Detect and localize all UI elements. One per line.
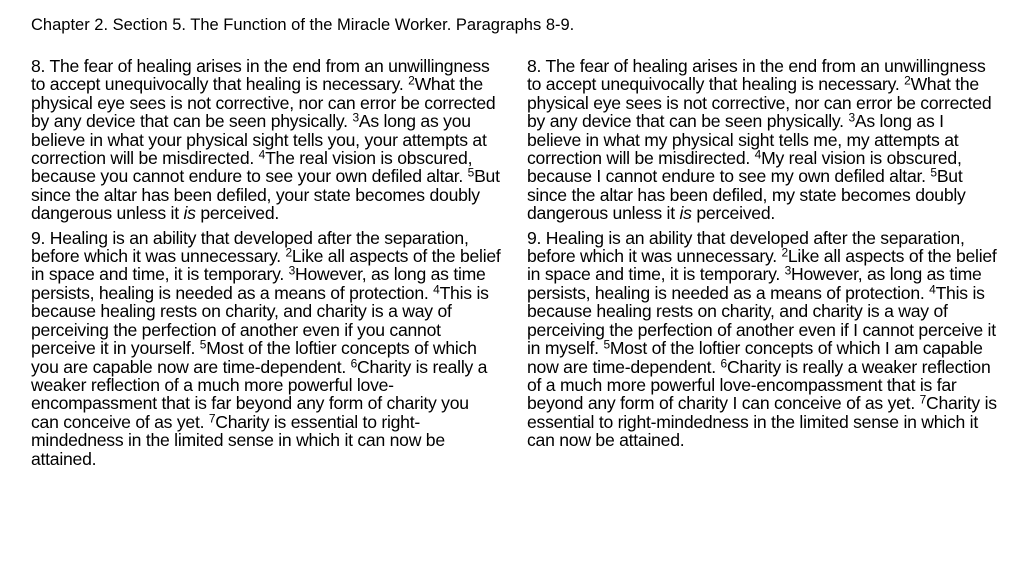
verse-number: 2 <box>781 245 788 260</box>
paragraph-8 <box>527 57 997 223</box>
sentence-5: But since the altar has been defiled, your state becomes doubly dangerous unless it <box>31 166 500 224</box>
sentence-7: Charity is essential to right-mindedness in the limited sense in which it can now be attained. <box>31 411 445 469</box>
sentence-5: But since the altar has been defiled, my state becomes doubly dangerous unless it <box>527 166 966 224</box>
verse-number: 3 <box>352 110 359 125</box>
verse-number: 3 <box>848 110 855 125</box>
verse-number: 4 <box>258 147 266 162</box>
sentence-4: My real vision is obscured, because I cannot endure to see my own defiled altar. <box>527 148 962 187</box>
verse-number: 4 <box>754 147 762 162</box>
sentence-6: Charity is really a weaker reflection of a much more powerful love-encompassment that is far beyond any form of charity you can conceive of as yet. <box>31 356 488 432</box>
sentence-1: 9. Healing is an ability that developed after the separation, before which it was unnecessary. <box>31 227 469 267</box>
verse-number: 4 <box>433 282 440 297</box>
verse-number: 7 <box>208 411 216 426</box>
emphasis-is: is <box>679 203 692 224</box>
sentence-2: Like all aspects of the belief in space and time, it is temporary. <box>527 246 997 285</box>
paragraph-8 <box>31 57 501 223</box>
sentence-1: 8. The fear of healing arises in the end from an unwillingness to accept unequivocally that healing is necessary. <box>31 56 490 95</box>
sentence-4: This is because healing rests on charity, and charity is a way of perceiving the perfection of another even if I cannot perceive it in myself. <box>527 282 996 359</box>
sentence-7: Charity is essential to right-mindedness in the limited sense in which it can now be attained. <box>527 393 997 451</box>
verse-number: 5 <box>467 166 475 181</box>
verse-number: 7 <box>919 392 926 407</box>
verse-number: 2 <box>285 245 292 260</box>
sentence-4: The real vision is obscured, because you cannot endure to see your own defiled altar. <box>31 148 473 187</box>
sentence-5: Most of the loftier concepts of which you are capable now are time-dependent. <box>31 338 477 377</box>
sentence-5-end: perceived. <box>195 203 279 224</box>
sentence-1: 8. The fear of healing arises in the end from an unwillingness to accept unequivocally that healing is necessary. <box>527 56 986 95</box>
sentence-5: Most of the loftier concepts of which I am capable now are time-dependent. <box>527 338 983 377</box>
sentence-6: Charity is really a weaker reflection of a much more powerful love-encompassment that is far beyond any form of charity I can conceive of as yet. <box>527 356 991 414</box>
verse-number: 6 <box>720 356 727 371</box>
right-column-first-person-text <box>527 57 997 456</box>
sentence-5-end: perceived. <box>691 203 775 224</box>
sentence-3: However, as long as time persists, healing is needed as a means of protection. <box>527 264 982 303</box>
sentence-1: 9. Healing is an ability that developed after the separation, before which it was unnecessary. <box>527 227 965 267</box>
verse-number: 2 <box>408 74 415 89</box>
slide-title: Chapter 2. Section 5. The Function of the Miracle Worker. Paragraphs 8-9. <box>31 16 575 34</box>
verse-number: 3 <box>784 264 792 279</box>
sentence-2: What the physical eye sees is not corrective, nor can error be corrected by any device that can be seen physically. <box>31 74 496 132</box>
sentence-4: This is because healing rests on charity, and charity is a way of perceiving the perfection of another even if you cannot perceive it in yourself. <box>31 282 489 359</box>
paragraph-9 <box>31 229 501 468</box>
sentence-3: As long as I believe in what my physical sight tells me, my attempts at correction will be misdirected. <box>527 111 959 169</box>
verse-number: 5 <box>930 166 937 181</box>
paragraph-9 <box>527 229 997 450</box>
verse-number: 3 <box>288 264 296 279</box>
verse-number: 5 <box>199 337 207 352</box>
sentence-3: However, as long as time persists, healing is needed as a means of protection. <box>31 264 486 303</box>
sentence-2: What the physical eye sees is not corrective, nor can error be corrected by any device that can be seen physically. <box>527 74 992 132</box>
sentence-3: As long as you believe in what your physical sight tells you, your attempts at correction will be misdirected. <box>31 111 487 169</box>
verse-number: 6 <box>350 356 358 371</box>
verse-number: 4 <box>929 282 936 297</box>
emphasis-is: is <box>183 203 196 224</box>
sentence-2: Like all aspects of the belief in space and time, it is temporary. <box>31 246 501 285</box>
verse-number: 5 <box>603 337 610 352</box>
verse-number: 2 <box>904 74 911 89</box>
left-column-original-text <box>31 57 501 474</box>
